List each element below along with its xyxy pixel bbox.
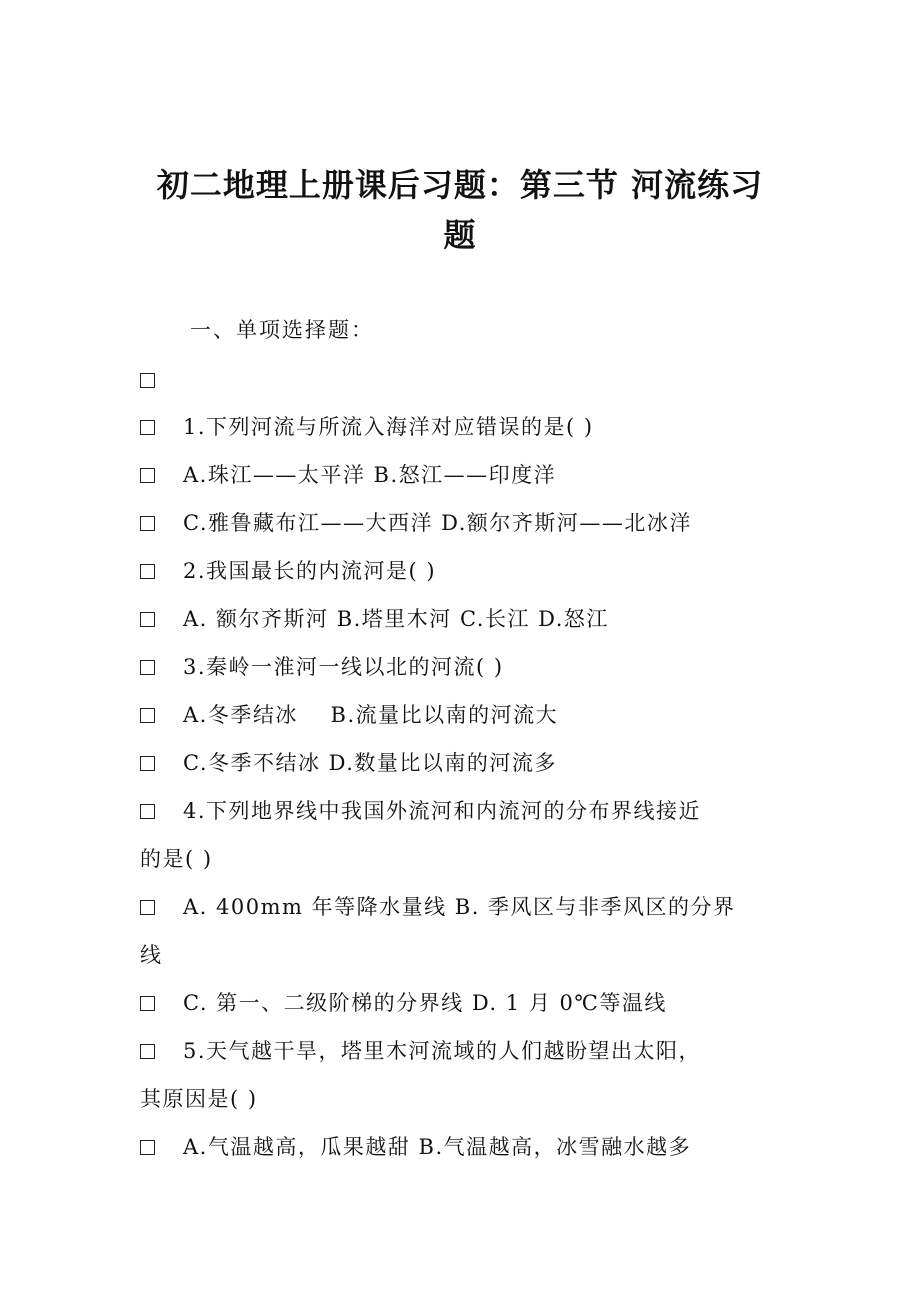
checkbox-square-icon (140, 1140, 155, 1155)
question-4-options-ab-continued: 线 (140, 943, 163, 967)
checkbox-square-icon (140, 1044, 155, 1059)
checkbox-square-icon (140, 420, 155, 435)
checkbox-square-icon (140, 708, 155, 723)
question-2-options: A. 额尔齐斯河 B.塔里木河 C.长江 D.怒江 (140, 595, 780, 643)
question-4-options-cd: C. 第一、二级阶梯的分界线 D. 1 月 0℃等温线 (140, 979, 780, 1027)
checkbox-square-icon (140, 756, 155, 771)
question-1-options-ab: A.珠江——太平洋 B.怒江——印度洋 (140, 451, 780, 499)
section-heading: 一、单项选择题： (190, 318, 374, 342)
checkbox-square-icon (140, 804, 155, 819)
question-3-options-cd: C.冬季不结冰 D.数量比以南的河流多 (140, 739, 780, 787)
question-5-continued: 其原因是( ) (140, 1087, 258, 1111)
question-3: 3.秦岭一淮河一线以北的河流( ) (140, 643, 780, 691)
document-title (120, 160, 800, 260)
blank-line (140, 356, 780, 404)
question-1: 1.下列河流与所流入海洋对应错误的是( ) (140, 403, 780, 451)
question-5: 5.天气越干旱，塔里木河流域的人们越盼望出太阳， (140, 1027, 780, 1075)
title-line-2: 题 (443, 216, 477, 254)
question-4-continued: 的是( ) (140, 847, 213, 871)
question-2: 2.我国最长的内流河是( ) (140, 547, 780, 595)
checkbox-square-icon (140, 612, 155, 627)
checkbox-square-icon (140, 660, 155, 675)
question-4-options-ab: A. 400mm 年等降水量线 B. 季风区与非季风区的分界 (140, 883, 780, 931)
checkbox-square-icon (140, 516, 155, 531)
checkbox-square-icon (140, 564, 155, 579)
checkbox-square-icon (140, 373, 155, 388)
question-4: 4.下列地界线中我国外流河和内流河的分布界线接近 (140, 787, 780, 835)
checkbox-square-icon (140, 468, 155, 483)
checkbox-square-icon (140, 996, 155, 1011)
question-3-options-ab: A.冬季结冰 B.流量比以南的河流大 (140, 691, 780, 739)
question-5-options-ab: A.气温越高，瓜果越甜 B.气温越高，冰雪融水越多 (140, 1123, 780, 1171)
title-line-1: 初二地理上册课后习题：第三节 河流练习 (156, 166, 764, 204)
question-1-options-cd: C.雅鲁藏布江——大西洋 D.额尔齐斯河——北冰洋 (140, 499, 780, 547)
checkbox-square-icon (140, 900, 155, 915)
